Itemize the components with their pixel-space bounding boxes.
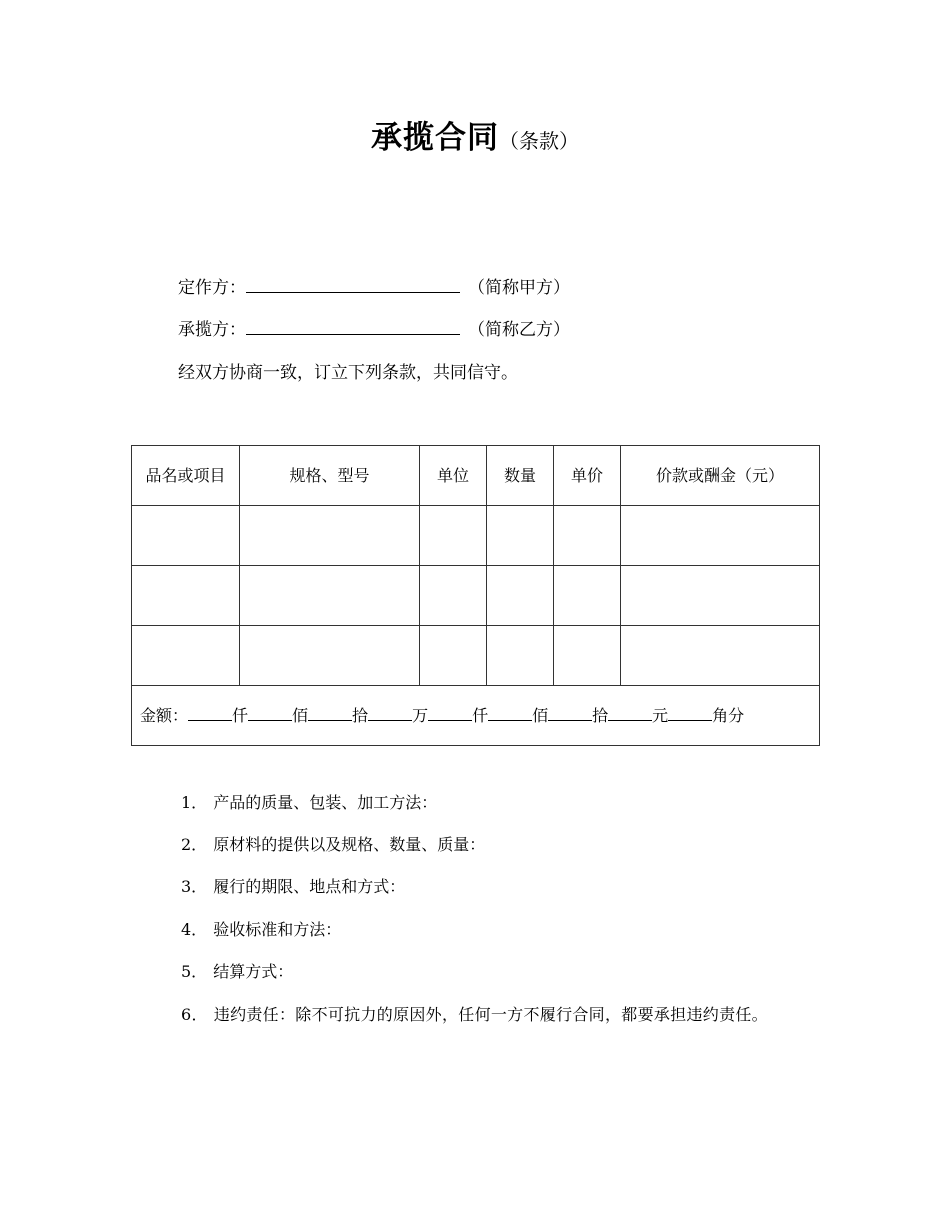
amount-unit: 元 (652, 705, 669, 725)
contractor-label: 承揽方： (178, 320, 246, 340)
clause-5 (181, 961, 293, 983)
amount-blank[interactable] (488, 706, 532, 721)
clause-1 (181, 792, 437, 814)
table-row (132, 626, 820, 686)
table-row (132, 506, 820, 566)
amount-cell (132, 686, 820, 746)
clause-number: 4． (181, 920, 208, 939)
clause-text: 结算方式： (213, 962, 294, 981)
clause-text: 违约责任：除不可抗力的原因外，任何一方不履行合同，都要承担违约责任。 (213, 1005, 768, 1024)
clause-number: 5． (181, 962, 208, 981)
clause-2 (181, 834, 485, 856)
table-cell[interactable] (240, 626, 420, 686)
orderer-label: 定作方： (178, 278, 246, 298)
table-cell[interactable] (554, 626, 621, 686)
table-cell[interactable] (420, 626, 487, 686)
title-main: 承揽合同 (371, 120, 499, 156)
agreement-text: 经双方协商一致，订立下列条款，共同信守。 (178, 363, 518, 383)
amount-row (132, 686, 820, 746)
amount-unit: 拾 (592, 705, 609, 725)
table-cell[interactable] (621, 626, 820, 686)
table-cell[interactable] (132, 566, 240, 626)
header-unit-price: 单价 (554, 446, 621, 506)
table-cell[interactable] (240, 506, 420, 566)
header-item: 品名或项目 (132, 446, 240, 506)
table-row (132, 566, 820, 626)
clause-text: 产品的质量、包装、加工方法： (213, 793, 438, 812)
orderer-blank[interactable] (246, 276, 460, 293)
table-cell[interactable] (487, 626, 554, 686)
table-cell[interactable] (487, 566, 554, 626)
amount-blank[interactable] (248, 706, 292, 721)
items-table (131, 445, 820, 746)
clause-number: 6． (181, 1005, 208, 1024)
document-title (0, 112, 950, 157)
amount-unit: 分 (728, 705, 745, 725)
table-cell[interactable] (132, 506, 240, 566)
table-cell[interactable] (554, 506, 621, 566)
amount-label: 金额： (140, 705, 189, 725)
amount-unit: 仟 (232, 705, 249, 725)
contractor-suffix: （简称乙方） (468, 320, 570, 340)
clause-6 (141, 994, 816, 1036)
amount-blank[interactable] (308, 706, 352, 721)
contractor-blank[interactable] (246, 318, 460, 335)
amount-unit: 仟 (472, 705, 489, 725)
amount-blank[interactable] (428, 706, 472, 721)
amount-unit: 佰 (292, 705, 309, 725)
orderer-line (178, 276, 570, 299)
clause-text: 履行的期限、地点和方式： (213, 877, 406, 896)
table-header-row (132, 446, 820, 506)
table-cell[interactable] (132, 626, 240, 686)
title-sub: （条款） (499, 129, 579, 153)
table-cell[interactable] (554, 566, 621, 626)
table-cell[interactable] (487, 506, 554, 566)
clause-text: 原材料的提供以及规格、数量、质量： (213, 835, 486, 854)
amount-unit: 万 (412, 705, 429, 725)
contractor-line (178, 318, 570, 341)
clause-3 (181, 876, 405, 898)
amount-blank[interactable] (548, 706, 592, 721)
clause-4 (181, 919, 341, 941)
header-unit: 单位 (420, 446, 487, 506)
clause-number: 2． (181, 835, 208, 854)
table-cell[interactable] (420, 506, 487, 566)
amount-unit: 角 (712, 705, 729, 725)
amount-blank[interactable] (188, 706, 232, 721)
amount-unit: 拾 (352, 705, 369, 725)
orderer-suffix: （简称甲方） (468, 278, 570, 298)
amount-blank[interactable] (668, 706, 712, 721)
clause-text: 验收标准和方法： (213, 920, 342, 939)
table-cell[interactable] (240, 566, 420, 626)
table-cell[interactable] (621, 506, 820, 566)
clause-number: 3． (181, 877, 208, 896)
amount-unit: 佰 (532, 705, 549, 725)
amount-blank[interactable] (608, 706, 652, 721)
amount-blank[interactable] (368, 706, 412, 721)
clause-number: 1． (181, 793, 208, 812)
header-amount: 价款或酬金（元） (621, 446, 820, 506)
header-spec: 规格、型号 (240, 446, 420, 506)
table-cell[interactable] (621, 566, 820, 626)
table-cell[interactable] (420, 566, 487, 626)
header-quantity: 数量 (487, 446, 554, 506)
